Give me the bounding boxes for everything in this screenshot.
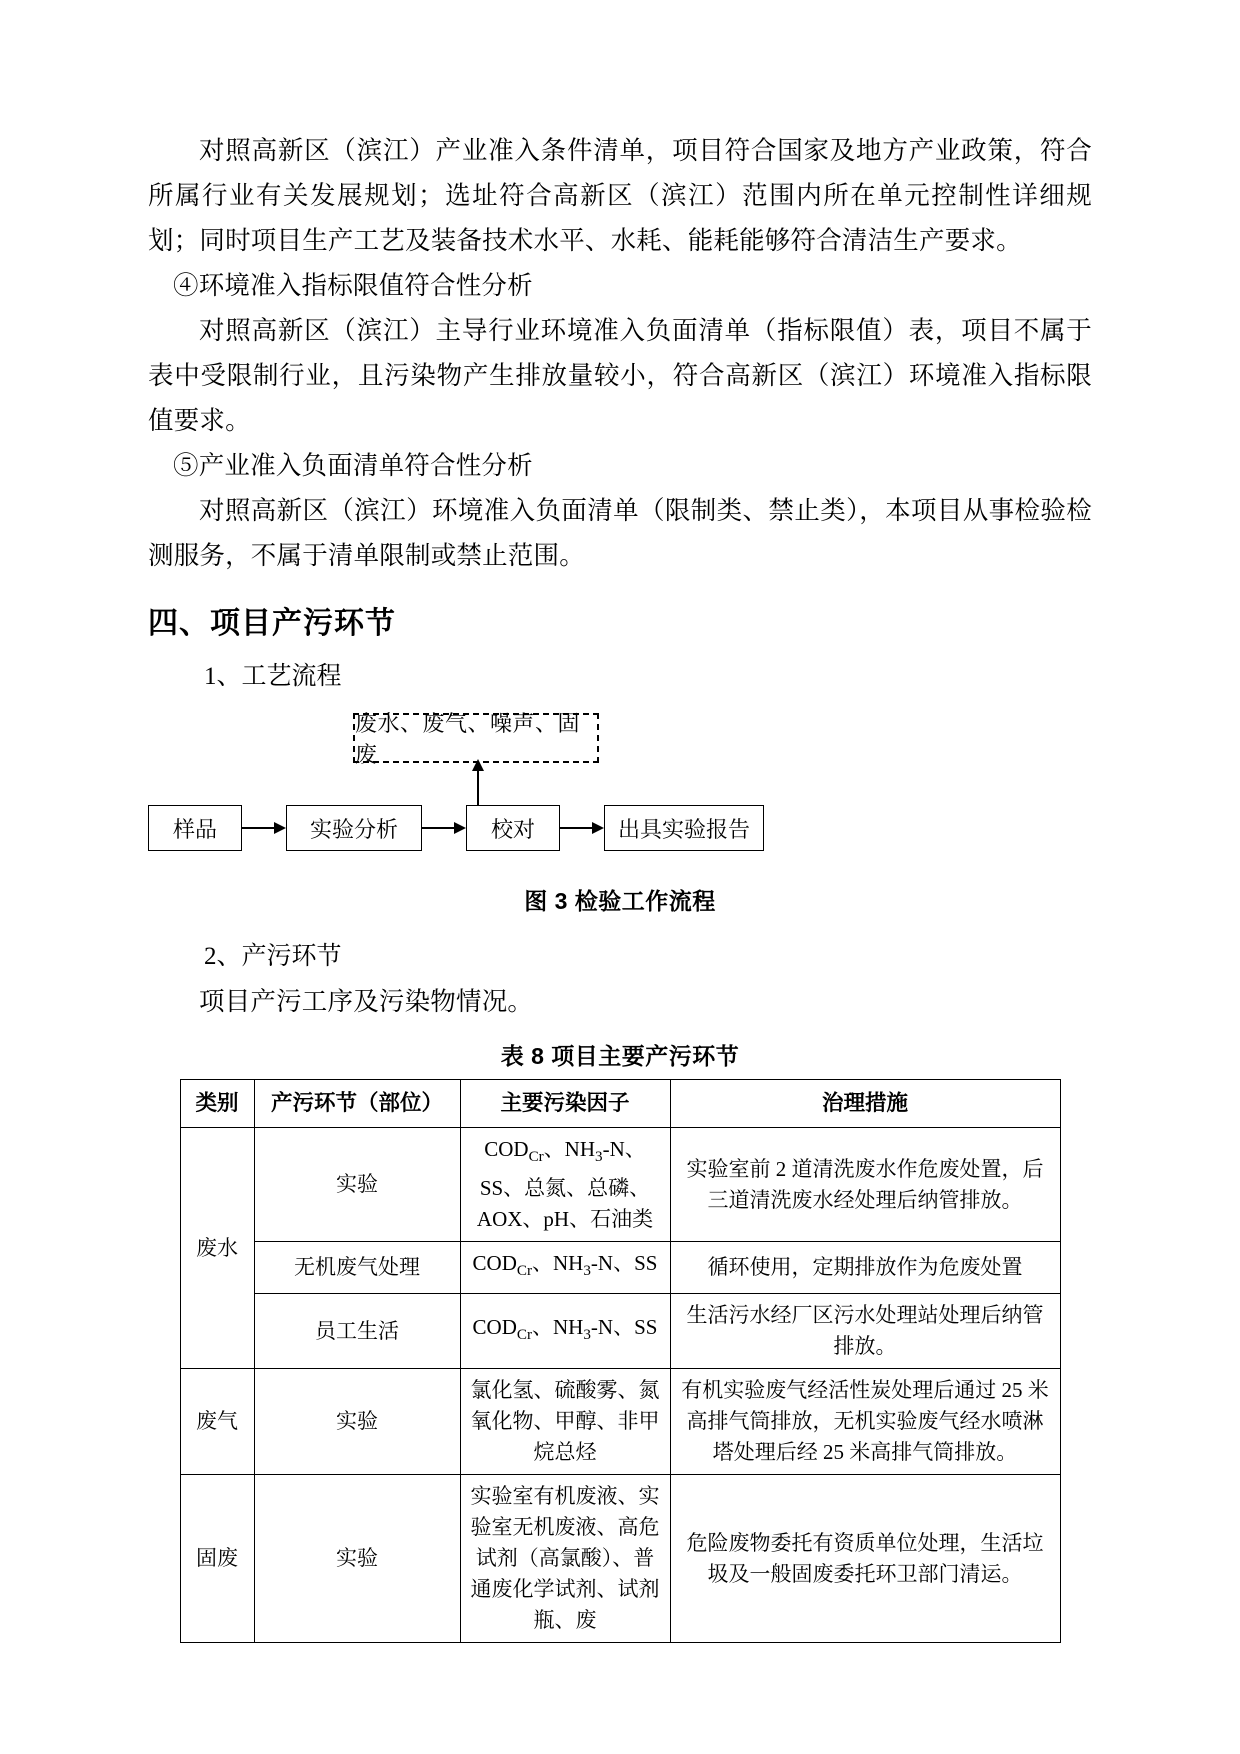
table-row — [180, 1475, 1060, 1643]
figure-caption: 图 3 检验工作流程 — [524, 888, 716, 914]
cell-measure: 循环使用，定期排放作为危废处置 — [670, 1242, 1060, 1294]
cell-pollutants: $COD_{Cr}$、$NH_3-N$、SS — [460, 1242, 670, 1294]
process-flow-diagram — [148, 713, 1092, 873]
table-header-measures: 治理措施 — [670, 1080, 1060, 1128]
table-row — [180, 1128, 1060, 1242]
paragraph-industry-access: 对照高新区（滨江）产业准入条件清单，项目符合国家及地方产业政策，符合所属行业有关发展规划；选址符合高新区（滨江）范围内所在单元控制性详细规划；同时项目生产工艺及装备技术水平、水耗、能耗能够符合清洁生产要求。 — [148, 136, 1092, 255]
flow-arrow-right-icon-2 — [422, 821, 466, 835]
cell-stage: 员工生活 — [254, 1294, 460, 1369]
paragraph-heading-negative-list: ⑤产业准入负面清单符合性分析 — [173, 451, 533, 480]
cell-pollutants: 实验室有机废液、实验室无机废液、高危试剂（高氯酸）、普通废化学试剂、试剂瓶、废 — [460, 1475, 670, 1643]
flow-row — [148, 805, 764, 851]
flow-box-issue-report: 出具实验报告 — [604, 805, 764, 851]
cell-stage: 实验 — [254, 1475, 460, 1643]
flow-pollutant-output-box: 废水、废气、噪声、固废 — [353, 713, 599, 763]
cell-measure: 有机实验废气经活性炭处理后通过 25 米高排气筒排放，无机实验废气经水喷淋塔处理后经 25 米高排气筒排放。 — [670, 1369, 1060, 1475]
cell-stage: 无机废气处理 — [254, 1242, 460, 1294]
table-caption: 表 8 项目主要产污环节 — [500, 1043, 740, 1069]
paragraph-env-index-analysis: 对照高新区（滨江）主导行业环境准入负面清单（指标限值）表，项目不属于表中受限制行业，且污染物产生排放量较小，符合高新区（滨江）环境准入指标限值要求。 — [148, 316, 1092, 435]
table-body — [180, 1128, 1060, 1643]
flow-arrow-up-icon — [471, 759, 485, 805]
paragraph-heading-env-index: ④环境准入指标限值符合性分析 — [173, 271, 533, 300]
subsection-pollution-stage: 2、产污环节 — [204, 943, 342, 970]
cell-stage: 实验 — [254, 1128, 460, 1242]
table-row — [180, 1369, 1060, 1475]
table-header-category: 类别 — [180, 1080, 254, 1128]
cell-pollutants: 氯化氢、硫酸雾、氮氧化物、甲醇、非甲烷总烃 — [460, 1369, 670, 1475]
cell-category-waste-gas: 废气 — [180, 1369, 254, 1475]
cell-category-wastewater: 废水 — [180, 1128, 254, 1369]
pollution-stage-table — [180, 1079, 1061, 1643]
flow-box-experiment-analysis: 实验分析 — [286, 805, 422, 851]
flow-arrow-right-icon-3 — [560, 821, 604, 835]
table-row — [180, 1294, 1060, 1369]
table-header-pollutants: 主要污染因子 — [460, 1080, 670, 1128]
flow-box-sample: 样品 — [148, 805, 242, 851]
table-row — [180, 1242, 1060, 1294]
table-header-stage: 产污环节（部位） — [254, 1080, 460, 1128]
cell-measure: 危险废物委托有资质单位处理，生活垃圾及一般固废委托环卫部门清运。 — [670, 1475, 1060, 1643]
cell-stage: 实验 — [254, 1369, 460, 1475]
cell-measure: 生活污水经厂区污水处理站处理后纳管排放。 — [670, 1294, 1060, 1369]
cell-category-solid-waste: 固废 — [180, 1475, 254, 1643]
flow-arrow-right-icon-1 — [242, 821, 286, 835]
cell-pollutants: $COD_{Cr}$、$NH_3-N$、SS、总氮、总磷、AOX、pH、石油类 — [460, 1128, 670, 1242]
section-title: 四、项目产污环节 — [148, 607, 396, 640]
cell-measure: 实验室前 2 道清洗废水作危废处置，后三道清洗废水经处理后纳管排放。 — [670, 1128, 1060, 1242]
paragraph-pollution-stage-text: 项目产污工序及污染物情况。 — [199, 987, 534, 1016]
flow-box-proofreading: 校对 — [466, 805, 560, 851]
table-header-row — [180, 1080, 1060, 1128]
subsection-process-flow: 1、工艺流程 — [204, 663, 342, 690]
paragraph-negative-list-analysis: 对照高新区（滨江）环境准入负面清单（限制类、禁止类），本项目从事检验检测服务，不属于清单限制或禁止范围。 — [148, 496, 1092, 570]
cell-pollutants: $COD_{Cr}$、$NH_3-N$、SS — [460, 1294, 670, 1369]
